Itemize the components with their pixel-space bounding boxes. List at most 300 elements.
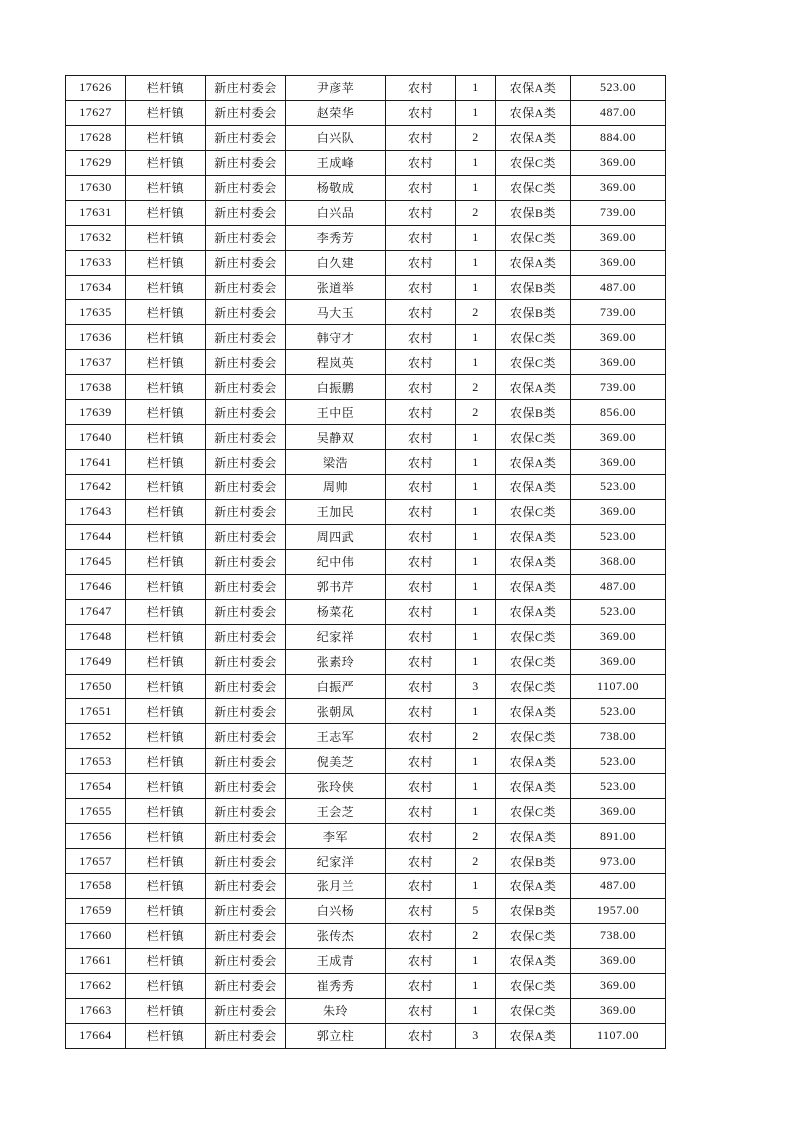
table-row <box>66 574 666 599</box>
cell-village: 新庄村委会 <box>206 849 286 874</box>
cell-name: 纪家祥 <box>286 624 386 649</box>
table-row <box>66 76 666 101</box>
cell-village: 新庄村委会 <box>206 499 286 524</box>
table-row <box>66 425 666 450</box>
cell-amount: 1957.00 <box>571 898 666 923</box>
cell-area: 农村 <box>386 350 456 375</box>
cell-town: 栏杆镇 <box>126 375 206 400</box>
cell-town: 栏杆镇 <box>126 250 206 275</box>
cell-id: 17661 <box>66 948 126 973</box>
cell-id: 17635 <box>66 300 126 325</box>
table-row <box>66 150 666 175</box>
cell-category: 农保A类 <box>496 699 571 724</box>
cell-id: 17637 <box>66 350 126 375</box>
cell-category: 农保A类 <box>496 599 571 624</box>
cell-category: 农保B类 <box>496 400 571 425</box>
cell-area: 农村 <box>386 898 456 923</box>
cell-id: 17651 <box>66 699 126 724</box>
cell-category: 农保A类 <box>496 574 571 599</box>
cell-area: 农村 <box>386 300 456 325</box>
cell-town: 栏杆镇 <box>126 724 206 749</box>
table-row <box>66 524 666 549</box>
cell-village: 新庄村委会 <box>206 799 286 824</box>
cell-amount: 369.00 <box>571 425 666 450</box>
cell-area: 农村 <box>386 674 456 699</box>
cell-area: 农村 <box>386 799 456 824</box>
cell-name: 王会芝 <box>286 799 386 824</box>
cell-count: 2 <box>456 849 496 874</box>
cell-area: 农村 <box>386 125 456 150</box>
cell-town: 栏杆镇 <box>126 624 206 649</box>
table-row <box>66 300 666 325</box>
cell-count: 1 <box>456 874 496 899</box>
cell-village: 新庄村委会 <box>206 200 286 225</box>
cell-area: 农村 <box>386 849 456 874</box>
cell-category: 农保A类 <box>496 100 571 125</box>
cell-category: 农保A类 <box>496 774 571 799</box>
cell-town: 栏杆镇 <box>126 175 206 200</box>
cell-amount: 891.00 <box>571 824 666 849</box>
table-row <box>66 450 666 475</box>
cell-town: 栏杆镇 <box>126 649 206 674</box>
table-row <box>66 549 666 574</box>
table-row <box>66 898 666 923</box>
cell-id: 17649 <box>66 649 126 674</box>
cell-amount: 369.00 <box>571 350 666 375</box>
cell-count: 1 <box>456 450 496 475</box>
cell-name: 朱玲 <box>286 998 386 1023</box>
cell-category: 农保C类 <box>496 425 571 450</box>
cell-id: 17648 <box>66 624 126 649</box>
cell-count: 1 <box>456 175 496 200</box>
cell-area: 农村 <box>386 724 456 749</box>
cell-count: 2 <box>456 824 496 849</box>
cell-id: 17646 <box>66 574 126 599</box>
cell-town: 栏杆镇 <box>126 749 206 774</box>
cell-town: 栏杆镇 <box>126 425 206 450</box>
table-row <box>66 649 666 674</box>
cell-town: 栏杆镇 <box>126 923 206 948</box>
cell-village: 新庄村委会 <box>206 76 286 101</box>
cell-id: 17660 <box>66 923 126 948</box>
cell-amount: 487.00 <box>571 874 666 899</box>
cell-town: 栏杆镇 <box>126 674 206 699</box>
cell-village: 新庄村委会 <box>206 948 286 973</box>
cell-count: 3 <box>456 674 496 699</box>
cell-town: 栏杆镇 <box>126 325 206 350</box>
cell-town: 栏杆镇 <box>126 225 206 250</box>
cell-id: 17630 <box>66 175 126 200</box>
cell-area: 农村 <box>386 375 456 400</box>
cell-village: 新庄村委会 <box>206 150 286 175</box>
cell-town: 栏杆镇 <box>126 350 206 375</box>
cell-name: 张玲侠 <box>286 774 386 799</box>
cell-id: 17656 <box>66 824 126 849</box>
cell-id: 17639 <box>66 400 126 425</box>
cell-town: 栏杆镇 <box>126 774 206 799</box>
cell-town: 栏杆镇 <box>126 125 206 150</box>
cell-area: 农村 <box>386 574 456 599</box>
cell-village: 新庄村委会 <box>206 225 286 250</box>
cell-area: 农村 <box>386 973 456 998</box>
cell-count: 2 <box>456 400 496 425</box>
cell-area: 农村 <box>386 749 456 774</box>
table-row <box>66 599 666 624</box>
cell-name: 李秀芳 <box>286 225 386 250</box>
cell-area: 农村 <box>386 948 456 973</box>
cell-count: 1 <box>456 549 496 574</box>
cell-id: 17645 <box>66 549 126 574</box>
table-row <box>66 1023 666 1048</box>
cell-village: 新庄村委会 <box>206 824 286 849</box>
cell-area: 农村 <box>386 599 456 624</box>
cell-town: 栏杆镇 <box>126 1023 206 1048</box>
cell-amount: 523.00 <box>571 749 666 774</box>
cell-name: 周四武 <box>286 524 386 549</box>
table-row <box>66 400 666 425</box>
cell-area: 农村 <box>386 624 456 649</box>
cell-count: 3 <box>456 1023 496 1048</box>
cell-id: 17629 <box>66 150 126 175</box>
cell-count: 1 <box>456 973 496 998</box>
cell-id: 17658 <box>66 874 126 899</box>
cell-village: 新庄村委会 <box>206 300 286 325</box>
cell-count: 2 <box>456 923 496 948</box>
cell-name: 吴静双 <box>286 425 386 450</box>
cell-name: 梁浩 <box>286 450 386 475</box>
cell-category: 农保C类 <box>496 624 571 649</box>
cell-name: 崔秀秀 <box>286 973 386 998</box>
cell-name: 王成峰 <box>286 150 386 175</box>
cell-count: 1 <box>456 325 496 350</box>
cell-count: 1 <box>456 699 496 724</box>
cell-village: 新庄村委会 <box>206 923 286 948</box>
cell-name: 白兴队 <box>286 125 386 150</box>
cell-area: 农村 <box>386 150 456 175</box>
cell-category: 农保C类 <box>496 649 571 674</box>
cell-count: 1 <box>456 499 496 524</box>
table-row <box>66 325 666 350</box>
table-row <box>66 699 666 724</box>
cell-count: 1 <box>456 998 496 1023</box>
cell-name: 郭立柱 <box>286 1023 386 1048</box>
cell-id: 17662 <box>66 973 126 998</box>
cell-id: 17659 <box>66 898 126 923</box>
table-body <box>66 76 666 1049</box>
cell-name: 张传杰 <box>286 923 386 948</box>
cell-amount: 739.00 <box>571 375 666 400</box>
cell-village: 新庄村委会 <box>206 649 286 674</box>
cell-amount: 739.00 <box>571 200 666 225</box>
cell-category: 农保C类 <box>496 973 571 998</box>
cell-count: 1 <box>456 649 496 674</box>
cell-count: 1 <box>456 475 496 500</box>
cell-name: 纪家洋 <box>286 849 386 874</box>
cell-id: 17652 <box>66 724 126 749</box>
cell-count: 1 <box>456 225 496 250</box>
cell-village: 新庄村委会 <box>206 275 286 300</box>
cell-name: 白振严 <box>286 674 386 699</box>
cell-count: 1 <box>456 524 496 549</box>
cell-village: 新庄村委会 <box>206 674 286 699</box>
cell-amount: 368.00 <box>571 549 666 574</box>
table-row <box>66 225 666 250</box>
cell-id: 17634 <box>66 275 126 300</box>
cell-id: 17642 <box>66 475 126 500</box>
cell-category: 农保A类 <box>496 874 571 899</box>
cell-name: 张月兰 <box>286 874 386 899</box>
cell-count: 1 <box>456 948 496 973</box>
cell-area: 农村 <box>386 499 456 524</box>
cell-category: 农保B类 <box>496 200 571 225</box>
table-row <box>66 175 666 200</box>
cell-area: 农村 <box>386 76 456 101</box>
cell-village: 新庄村委会 <box>206 549 286 574</box>
cell-village: 新庄村委会 <box>206 973 286 998</box>
table-row <box>66 499 666 524</box>
cell-name: 程岚英 <box>286 350 386 375</box>
cell-town: 栏杆镇 <box>126 450 206 475</box>
cell-area: 农村 <box>386 1023 456 1048</box>
cell-amount: 973.00 <box>571 849 666 874</box>
cell-category: 农保C类 <box>496 225 571 250</box>
cell-category: 农保C类 <box>496 998 571 1023</box>
cell-category: 农保C类 <box>496 799 571 824</box>
cell-town: 栏杆镇 <box>126 76 206 101</box>
cell-village: 新庄村委会 <box>206 599 286 624</box>
table-row <box>66 624 666 649</box>
cell-village: 新庄村委会 <box>206 724 286 749</box>
cell-amount: 369.00 <box>571 175 666 200</box>
cell-name: 张道举 <box>286 275 386 300</box>
cell-amount: 1107.00 <box>571 1023 666 1048</box>
cell-village: 新庄村委会 <box>206 699 286 724</box>
cell-id: 17647 <box>66 599 126 624</box>
cell-area: 农村 <box>386 200 456 225</box>
cell-area: 农村 <box>386 923 456 948</box>
cell-area: 农村 <box>386 250 456 275</box>
cell-id: 17636 <box>66 325 126 350</box>
cell-amount: 487.00 <box>571 574 666 599</box>
table-row <box>66 200 666 225</box>
cell-name: 杨菜花 <box>286 599 386 624</box>
table-row <box>66 874 666 899</box>
table-row <box>66 275 666 300</box>
cell-amount: 369.00 <box>571 499 666 524</box>
table-row <box>66 923 666 948</box>
cell-id: 17640 <box>66 425 126 450</box>
cell-count: 1 <box>456 749 496 774</box>
cell-amount: 369.00 <box>571 973 666 998</box>
cell-town: 栏杆镇 <box>126 948 206 973</box>
cell-village: 新庄村委会 <box>206 574 286 599</box>
cell-village: 新庄村委会 <box>206 325 286 350</box>
cell-amount: 523.00 <box>571 699 666 724</box>
cell-amount: 487.00 <box>571 100 666 125</box>
cell-category: 农保C类 <box>496 674 571 699</box>
cell-name: 王成青 <box>286 948 386 973</box>
table-row <box>66 125 666 150</box>
cell-amount: 369.00 <box>571 948 666 973</box>
cell-category: 农保C类 <box>496 150 571 175</box>
cell-name: 张素玲 <box>286 649 386 674</box>
cell-category: 农保A类 <box>496 475 571 500</box>
table-row <box>66 724 666 749</box>
table-row <box>66 475 666 500</box>
table-row <box>66 674 666 699</box>
cell-category: 农保A类 <box>496 1023 571 1048</box>
cell-count: 2 <box>456 125 496 150</box>
cell-town: 栏杆镇 <box>126 275 206 300</box>
cell-category: 农保C类 <box>496 325 571 350</box>
cell-area: 农村 <box>386 649 456 674</box>
cell-village: 新庄村委会 <box>206 898 286 923</box>
cell-category: 农保B类 <box>496 849 571 874</box>
cell-name: 纪中伟 <box>286 549 386 574</box>
cell-village: 新庄村委会 <box>206 998 286 1023</box>
cell-category: 农保A类 <box>496 125 571 150</box>
cell-name: 周帅 <box>286 475 386 500</box>
cell-area: 农村 <box>386 475 456 500</box>
cell-town: 栏杆镇 <box>126 574 206 599</box>
cell-area: 农村 <box>386 998 456 1023</box>
cell-village: 新庄村委会 <box>206 749 286 774</box>
cell-area: 农村 <box>386 524 456 549</box>
table-row <box>66 250 666 275</box>
cell-category: 农保B类 <box>496 898 571 923</box>
cell-area: 农村 <box>386 425 456 450</box>
cell-name: 李军 <box>286 824 386 849</box>
cell-town: 栏杆镇 <box>126 475 206 500</box>
cell-count: 1 <box>456 100 496 125</box>
cell-amount: 738.00 <box>571 724 666 749</box>
cell-village: 新庄村委会 <box>206 400 286 425</box>
cell-count: 2 <box>456 724 496 749</box>
cell-town: 栏杆镇 <box>126 200 206 225</box>
cell-category: 农保C类 <box>496 499 571 524</box>
cell-village: 新庄村委会 <box>206 1023 286 1048</box>
cell-village: 新庄村委会 <box>206 425 286 450</box>
cell-amount: 523.00 <box>571 76 666 101</box>
cell-count: 1 <box>456 574 496 599</box>
cell-amount: 369.00 <box>571 649 666 674</box>
cell-town: 栏杆镇 <box>126 849 206 874</box>
table-row <box>66 973 666 998</box>
cell-id: 17643 <box>66 499 126 524</box>
cell-area: 农村 <box>386 100 456 125</box>
cell-category: 农保A类 <box>496 250 571 275</box>
table-row <box>66 998 666 1023</box>
table-row <box>66 824 666 849</box>
cell-village: 新庄村委会 <box>206 874 286 899</box>
cell-area: 农村 <box>386 275 456 300</box>
cell-amount: 369.00 <box>571 150 666 175</box>
cell-town: 栏杆镇 <box>126 524 206 549</box>
cell-name: 白振鹏 <box>286 375 386 400</box>
cell-amount: 856.00 <box>571 400 666 425</box>
cell-count: 1 <box>456 425 496 450</box>
cell-amount: 884.00 <box>571 125 666 150</box>
cell-name: 白久建 <box>286 250 386 275</box>
cell-area: 农村 <box>386 549 456 574</box>
cell-town: 栏杆镇 <box>126 998 206 1023</box>
cell-count: 1 <box>456 350 496 375</box>
cell-count: 1 <box>456 799 496 824</box>
cell-village: 新庄村委会 <box>206 450 286 475</box>
cell-amount: 739.00 <box>571 300 666 325</box>
cell-village: 新庄村委会 <box>206 475 286 500</box>
cell-category: 农保C类 <box>496 175 571 200</box>
cell-name: 郭书芹 <box>286 574 386 599</box>
cell-count: 2 <box>456 375 496 400</box>
cell-category: 农保C类 <box>496 923 571 948</box>
cell-town: 栏杆镇 <box>126 300 206 325</box>
cell-town: 栏杆镇 <box>126 898 206 923</box>
cell-amount: 523.00 <box>571 774 666 799</box>
cell-amount: 369.00 <box>571 799 666 824</box>
cell-id: 17655 <box>66 799 126 824</box>
cell-village: 新庄村委会 <box>206 524 286 549</box>
cell-count: 1 <box>456 774 496 799</box>
cell-name: 王中臣 <box>286 400 386 425</box>
cell-amount: 369.00 <box>571 450 666 475</box>
cell-name: 白兴杨 <box>286 898 386 923</box>
cell-village: 新庄村委会 <box>206 250 286 275</box>
cell-category: 农保A类 <box>496 549 571 574</box>
cell-count: 1 <box>456 599 496 624</box>
cell-village: 新庄村委会 <box>206 125 286 150</box>
cell-area: 农村 <box>386 400 456 425</box>
cell-amount: 523.00 <box>571 599 666 624</box>
cell-village: 新庄村委会 <box>206 375 286 400</box>
table-row <box>66 350 666 375</box>
cell-area: 农村 <box>386 824 456 849</box>
table-row <box>66 375 666 400</box>
cell-town: 栏杆镇 <box>126 824 206 849</box>
cell-area: 农村 <box>386 450 456 475</box>
cell-id: 17631 <box>66 200 126 225</box>
cell-town: 栏杆镇 <box>126 799 206 824</box>
cell-count: 1 <box>456 250 496 275</box>
cell-count: 1 <box>456 76 496 101</box>
cell-village: 新庄村委会 <box>206 175 286 200</box>
cell-town: 栏杆镇 <box>126 150 206 175</box>
cell-name: 马大玉 <box>286 300 386 325</box>
cell-amount: 738.00 <box>571 923 666 948</box>
cell-id: 17628 <box>66 125 126 150</box>
cell-name: 张朝凤 <box>286 699 386 724</box>
cell-category: 农保B类 <box>496 300 571 325</box>
cell-town: 栏杆镇 <box>126 400 206 425</box>
cell-count: 2 <box>456 200 496 225</box>
cell-area: 农村 <box>386 699 456 724</box>
cell-area: 农村 <box>386 325 456 350</box>
cell-amount: 1107.00 <box>571 674 666 699</box>
cell-town: 栏杆镇 <box>126 549 206 574</box>
cell-category: 农保A类 <box>496 524 571 549</box>
cell-id: 17650 <box>66 674 126 699</box>
cell-name: 尹彦苹 <box>286 76 386 101</box>
cell-amount: 369.00 <box>571 624 666 649</box>
cell-name: 王加民 <box>286 499 386 524</box>
cell-amount: 369.00 <box>571 225 666 250</box>
cell-town: 栏杆镇 <box>126 499 206 524</box>
cell-id: 17664 <box>66 1023 126 1048</box>
cell-category: 农保B类 <box>496 275 571 300</box>
cell-village: 新庄村委会 <box>206 624 286 649</box>
cell-amount: 369.00 <box>571 325 666 350</box>
cell-amount: 369.00 <box>571 250 666 275</box>
